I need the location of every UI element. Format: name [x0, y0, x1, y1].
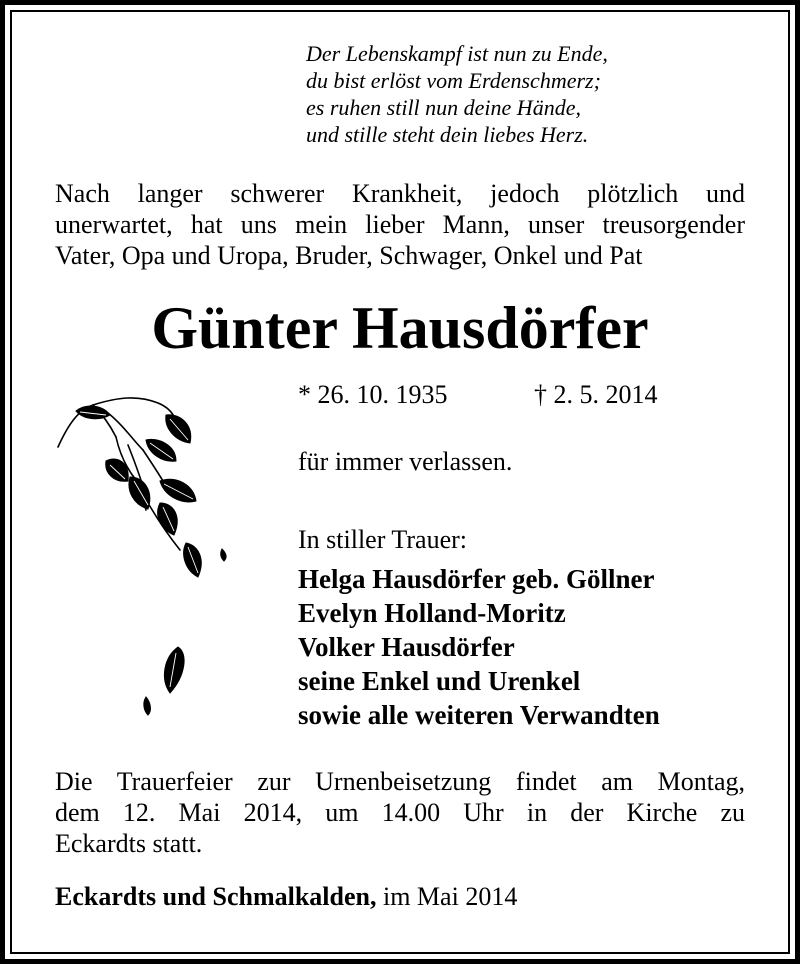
poem-line: es ruhen still nun deine Hände,	[306, 95, 581, 120]
mourning-heading: In stiller Trauer:	[298, 525, 467, 554]
memorial-poem	[306, 40, 746, 148]
birch-branch-icon	[48, 385, 248, 725]
birth-date: * 26. 10. 1935	[298, 380, 448, 409]
intro-line: Vater, Opa und Uropa, Bruder, Schwager, Onkel und Pat	[55, 241, 643, 270]
mourners-list	[298, 562, 758, 732]
mourner-name: Helga Hausdörfer geb. Göllner	[298, 564, 655, 594]
deceased-name: Günter Hausdörfer	[151, 295, 649, 361]
poem-line: und stille steht dein liebes Herz.	[306, 122, 589, 147]
signoff-date: im Mai 2014	[382, 882, 518, 911]
ceremony-paragraph	[55, 766, 745, 859]
mourner-name: seine Enkel und Urenkel	[298, 666, 581, 696]
ceremony-line: dem 12. Mai 2014, um 14.00 Uhr in der Kirche zu	[55, 798, 745, 827]
intro-paragraph	[55, 178, 745, 271]
death-date: † 2. 5. 2014	[534, 380, 658, 409]
ceremony-line: Eckardts statt.	[55, 829, 203, 858]
poem-line: du bist erlöst vom Erdenschmerz;	[306, 68, 601, 93]
ceremony-line: Die Trauerfeier zur Urnenbeisetzung findet am Montag,	[55, 767, 745, 796]
left-text: für immer verlassen.	[298, 447, 513, 476]
intro-line: unerwartet, hat uns mein lieber Mann, unser treusorgender	[55, 210, 745, 239]
life-dates	[298, 378, 698, 412]
mourner-name: Volker Hausdörfer	[298, 632, 515, 662]
mourner-name: Evelyn Holland-Moritz	[298, 598, 566, 628]
signoff	[55, 880, 517, 914]
intro-line: Nach langer schwerer Krankheit, jedoch plötzlich und	[55, 179, 745, 208]
mourner-name: sowie alle weiteren Verwandten	[298, 700, 660, 730]
signoff-places: Eckardts und Schmalkalden,	[55, 882, 377, 911]
poem-line: Der Lebenskampf ist nun zu Ende,	[306, 41, 608, 66]
